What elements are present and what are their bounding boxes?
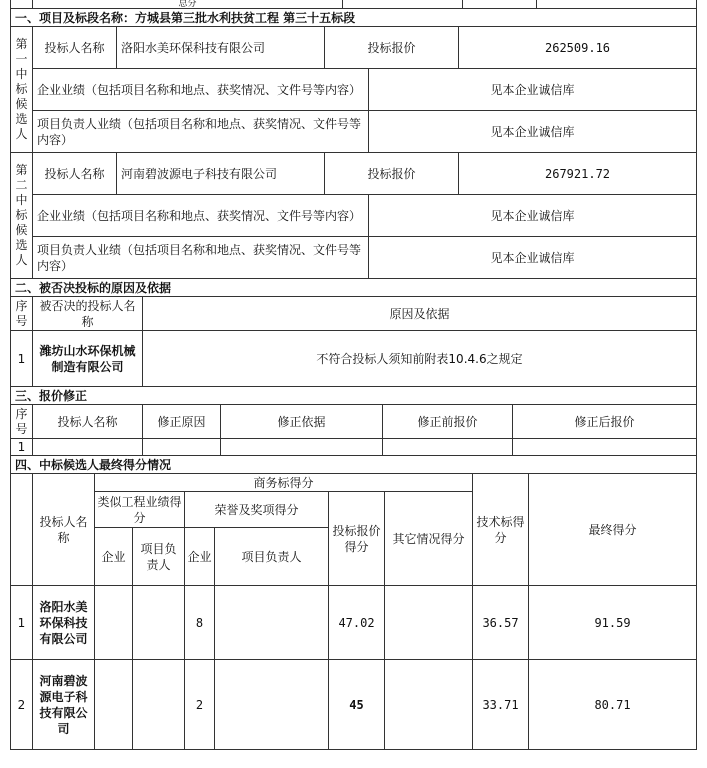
honor-enterprise-score: 2 [185,660,215,750]
manager-performance-label: 项目负责人业绩（包括项目名称和地点、获奖情况、文件号等内容） [33,111,369,153]
header-similar-enterprise: 企业 [95,528,133,586]
section4-table [10,455,697,750]
correction-reason [143,439,221,456]
header-price-after: 修正后报价 [513,405,697,439]
honor-manager-score [215,660,329,750]
header-final-score: 最终得分 [529,474,697,586]
price-score: 45 [329,660,385,750]
bid-price-label: 投标报价 [325,27,459,69]
bid-price: 262509.16 [459,27,697,69]
header-no: 序号 [11,297,33,331]
header-no [11,474,33,586]
header-honor-enterprise: 企业 [185,528,215,586]
header-correction-basis: 修正依据 [221,405,383,439]
header-other-score: 其它情况得分 [385,492,473,586]
enterprise-performance-label: 企业业绩（包括项目名称和地点、获奖情况、文件号等内容） [33,69,369,111]
price-score: 47.02 [329,586,385,660]
price-after [513,439,697,456]
honor-enterprise-score: 8 [185,586,215,660]
section1-table [10,8,697,279]
fragment-text: 总分 [33,0,343,9]
final-score: 91.59 [529,586,697,660]
manager-performance-label: 项目负责人业绩（包括项目名称和地点、获奖情况、文件号等内容） [33,237,369,279]
similar-enterprise-score [95,660,133,750]
section1-title: 一、项目及标段名称：方城县第三批水利扶贫工程 第三十五标段 [11,9,697,27]
similar-enterprise-score [95,586,133,660]
section2-title: 二、被否决投标的原因及依据 [11,279,697,297]
score-bidder-name: 洛阳水美环保科技有限公司 [33,586,95,660]
header-rejected-bidder: 被否决的投标人名称 [33,297,143,331]
section4-title: 四、中标候选人最终得分情况 [11,456,697,474]
row-no: 1 [11,439,33,456]
row-no: 1 [11,586,33,660]
section3-table [10,386,697,456]
final-score: 80.71 [529,660,697,750]
section3-title: 三、报价修正 [11,387,697,405]
candidate-rank-label: 第二中标候选人 [11,153,33,279]
header-no: 序号 [11,405,33,439]
header-business-score: 商务标得分 [95,474,473,492]
row-no: 2 [11,660,33,750]
header-similar-manager: 项目负责人 [133,528,185,586]
bidder-name: 洛阳水美环保科技有限公司 [117,27,325,69]
enterprise-performance-label: 企业业绩（包括项目名称和地点、获奖情况、文件号等内容） [33,195,369,237]
similar-manager-score [133,586,185,660]
reject-reason: 不符合投标人须知前附表10.4.6之规定 [143,331,697,387]
score-bidder-name: 河南碧波源电子科技有限公司 [33,660,95,750]
header-correction-reason: 修正原因 [143,405,221,439]
header-honor-manager: 项目负责人 [215,528,329,586]
rejected-bidder-name: 潍坊山水环保机械制造有限公司 [33,331,143,387]
enterprise-performance-value: 见本企业诚信库 [369,195,697,237]
bidder-name: 河南碧波源电子科技有限公司 [117,153,325,195]
header-price-before: 修正前报价 [383,405,513,439]
bid-price-label: 投标报价 [325,153,459,195]
header-tech-score: 技术标得分 [473,474,529,586]
header-honors: 荣誉及奖项得分 [185,492,329,528]
manager-performance-value: 见本企业诚信库 [369,237,697,279]
similar-manager-score [133,660,185,750]
header-bidder: 投标人名称 [33,405,143,439]
other-score [385,586,473,660]
header-similar-projects: 类似工程业绩得分 [95,492,185,528]
header-bidder: 投标人名称 [33,474,95,586]
header-price-score: 投标报价得分 [329,492,385,586]
price-before [383,439,513,456]
correction-bidder [33,439,143,456]
bid-result-sheet [10,0,696,750]
bidder-name-label: 投标人名称 [33,27,117,69]
row-no: 1 [11,331,33,387]
bidder-name-label: 投标人名称 [33,153,117,195]
header-reason: 原因及依据 [143,297,697,331]
manager-performance-value: 见本企业诚信库 [369,111,697,153]
honor-manager-score [215,586,329,660]
section2-table [10,278,697,387]
candidate-rank-label: 第一中标候选人 [11,27,33,153]
tech-score: 33.71 [473,660,529,750]
enterprise-performance-value: 见本企业诚信库 [369,69,697,111]
bid-price: 267921.72 [459,153,697,195]
other-score [385,660,473,750]
correction-basis [221,439,383,456]
tech-score: 36.57 [473,586,529,660]
